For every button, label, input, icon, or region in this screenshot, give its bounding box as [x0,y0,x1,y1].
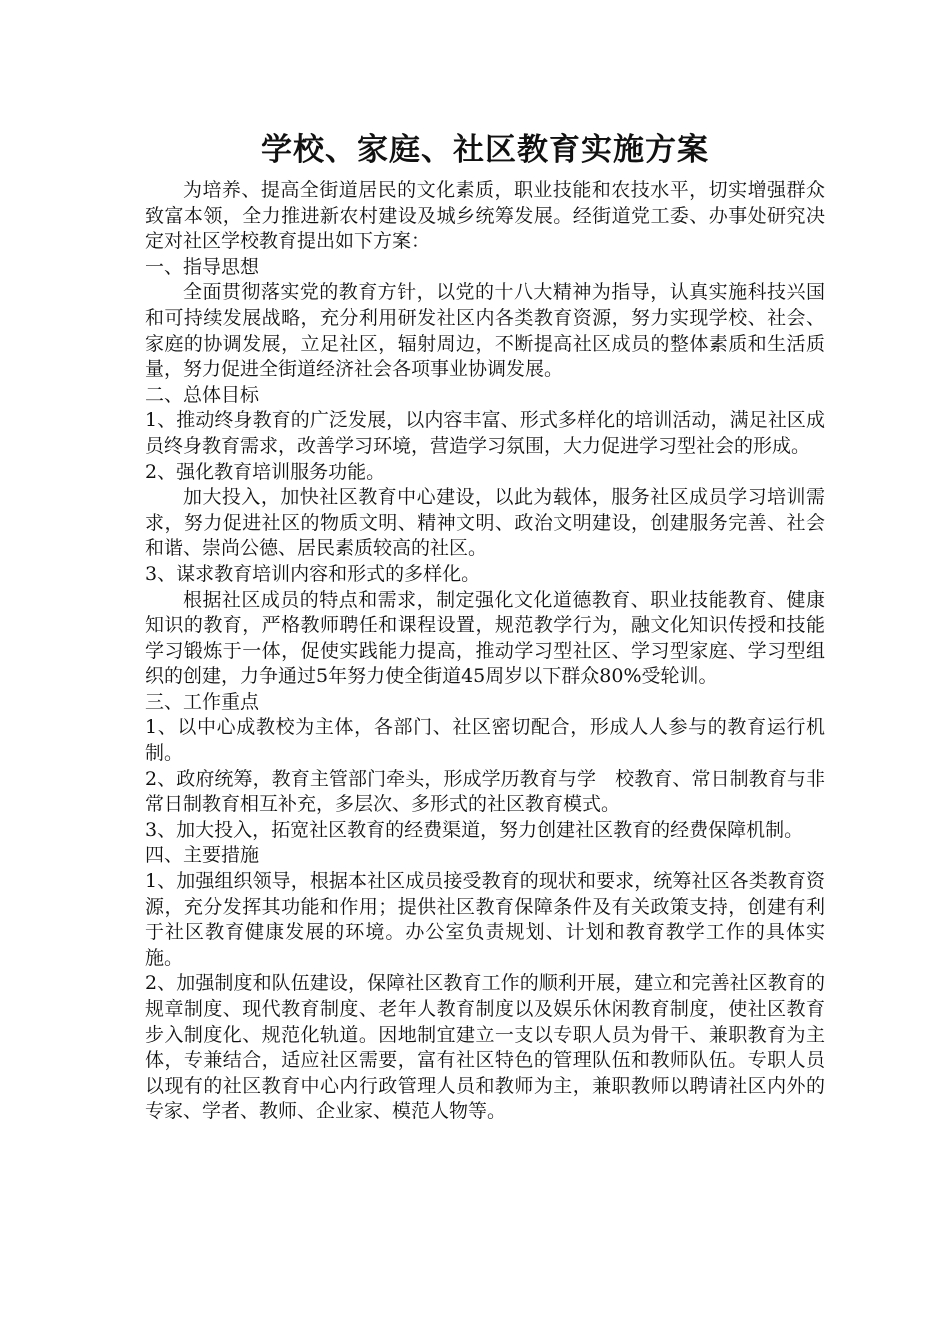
section-heading-guiding-ideology: 一、指导思想 [145,255,260,278]
guiding-ideology-paragraph: 全面贯彻落实党的教育方针，以党的十八大精神为指导，认真实施科技兴国和可持续发展战略，充分利用研发社区内各类教育资源，努力实现学校、社会、家庭的协调发展，立足社区，辐射周边，不断提高社区成员的整体素质和生活质量，努力促进全街道经济社会各项事业协调发展。 [145,281,825,381]
section-heading-work-focus: 三、工作重点 [145,690,260,713]
focus-item-1: 1、以中心成教校为主体，各部门、社区密切配合，形成人人参与的教育运行机制。 [145,716,825,765]
goal-item-2: 2、强化教育培训服务功能。 [145,460,386,483]
document-title: 学校、家庭、社区教育实施方案 [261,132,709,168]
document-page [145,128,825,1125]
goal-item-3-detail: 根据社区成员的特点和需求，制定强化文化道德教育、职业技能教育、健康知识的教育，严格教师聘任和课程设置，规范教学行为，融文化知识传授和技能学习锻炼于一体，促使实践能力提高，推动学习型社区、学习型家庭、学习型组织的创建，力争通过5年努力使全街道45周岁以下群众80%受轮训。 [145,588,825,688]
section-heading-overall-goals: 二、总体目标 [145,383,260,406]
goal-item-3: 3、谋求教育培训内容和形式的多样化。 [145,562,481,585]
measure-item-2: 2、加强制度和队伍建设，保障社区教育工作的顺利开展，建立和完善社区教育的规章制度、现代教育制度、老年人教育制度以及娱乐休闲教育制度，使社区教育步入制度化、规范化轨道。因地制宜建立一支以专职人员为骨干、兼职教育为主体，专兼结合，适应社区需要，富有社区特色的管理队伍和教师队伍。专职人员以现有的社区教育中心内行政管理人员和教师为主，兼职教师以聘请社区内外的专家、学者、教师、企业家、模范人物等。 [145,972,825,1123]
goal-item-1: 1、推动终身教育的广泛发展，以内容丰富、形式多样化的培训活动，满足社区成员终身教育需求，改善学习环境，营造学习氛围，大力促进学习型社会的形成。 [145,409,825,457]
section-heading-main-measures: 四、主要措施 [145,844,260,867]
focus-item-3: 3、加大投入，拓宽社区教育的经费渠道，努力创建社区教育的经费保障机制。 [145,818,804,841]
measure-item-1: 1、加强组织领导，根据本社区成员接受教育的现状和要求，统筹社区各类教育资源，充分发挥其功能和作用；提供社区教育保障条件及有关政策支持，创建有利于社区教育健康发展的环境。办公室负责规划、计划和教育教学工作的具体实施。 [145,870,825,969]
goal-item-2-detail: 加大投入，加快社区教育中心建设，以此为载体，服务社区成员学习培训需求，努力促进社区的物质文明、精神文明、政治文明建设，创建服务完善、社会和谐、崇尚公德、居民素质较高的社区。 [145,486,825,560]
intro-paragraph: 为培养、提高全街道居民的文化素质，职业技能和农技水平，切实增强群众致富本领，全力推进新农村建设及城乡统筹发展。经街道党工委、办事处研究决定对社区学校教育提出如下方案： [145,179,825,253]
focus-item-2: 2、政府统筹，教育主管部门牵头，形成学历教育与学 校教育、常日制教育与非常日制教育相互补充，多层次、多形式的社区教育模式。 [145,767,825,816]
